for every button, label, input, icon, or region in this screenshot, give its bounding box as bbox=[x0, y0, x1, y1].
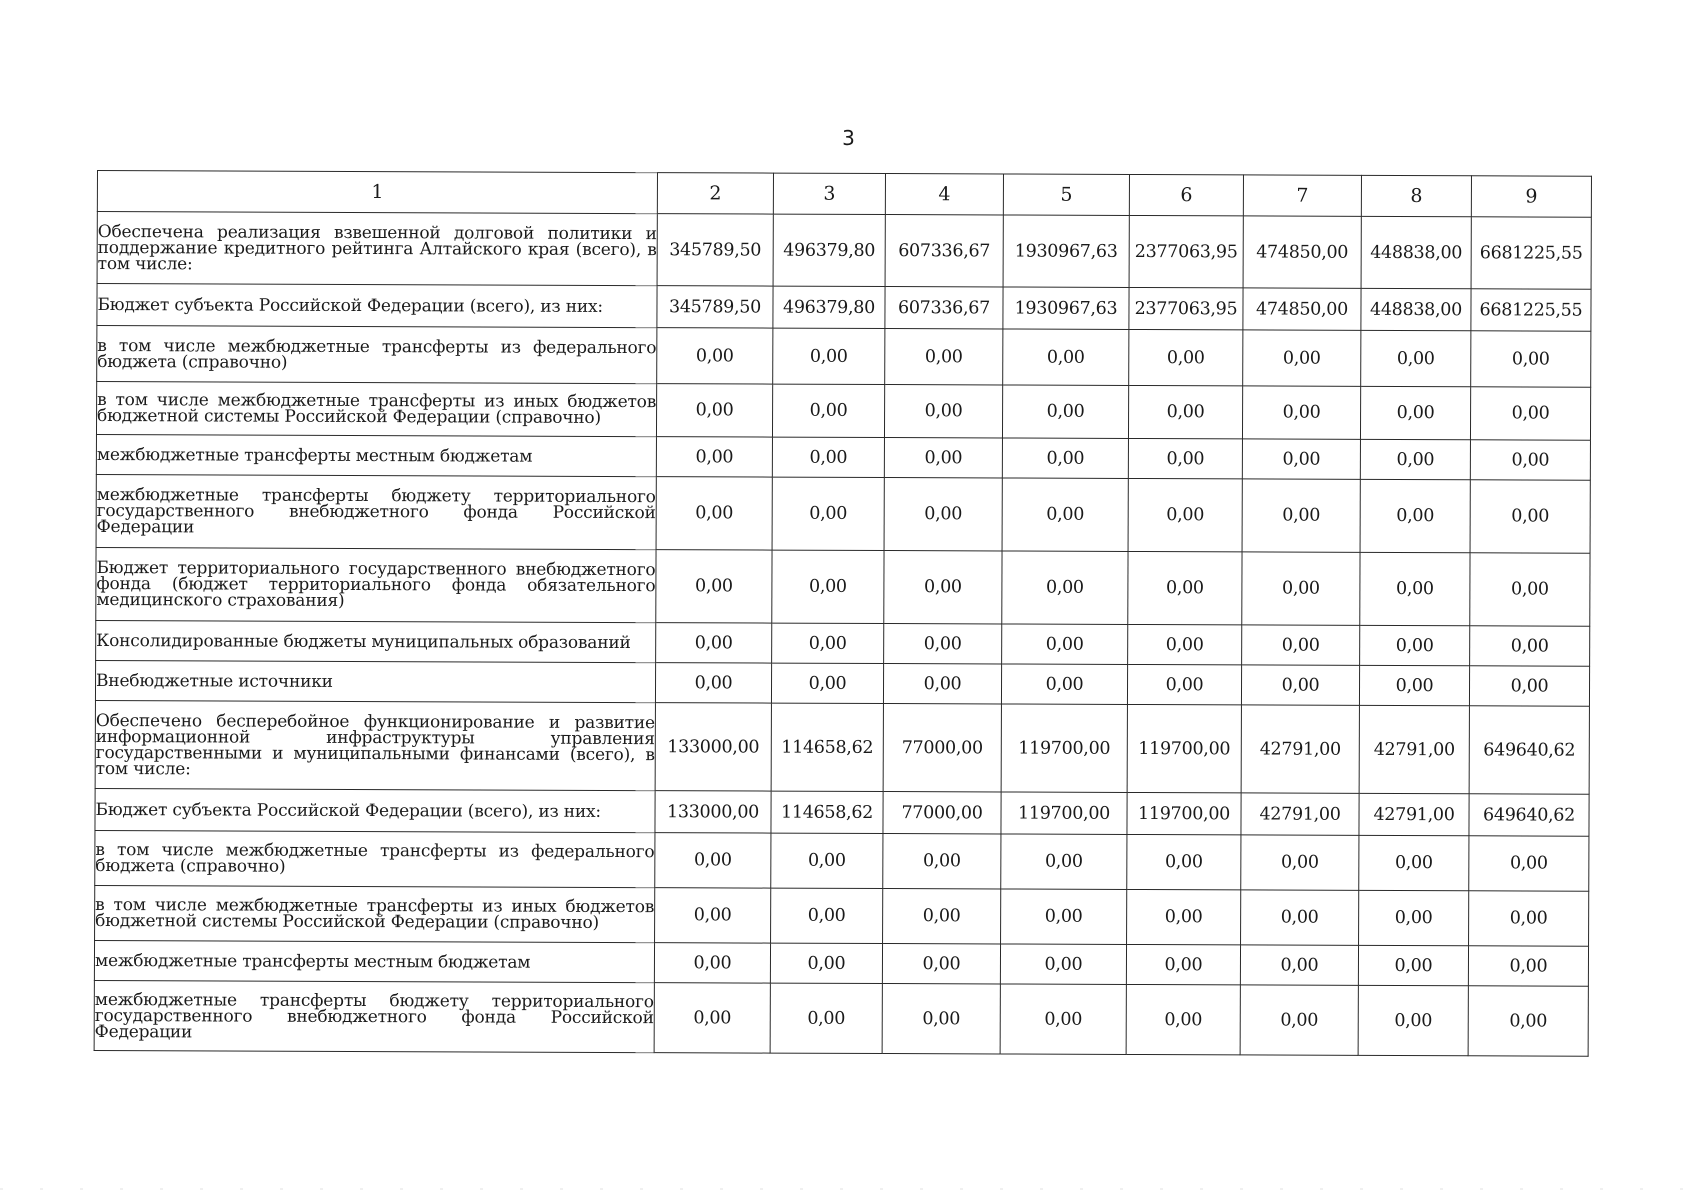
cell-value: 0,00 bbox=[1003, 329, 1129, 385]
cell-value: 0,00 bbox=[1128, 624, 1242, 664]
cell-value: 649640,62 bbox=[1469, 706, 1589, 794]
row-label: Внебюджетные источники bbox=[95, 660, 655, 702]
cell-value: 0,00 bbox=[1360, 625, 1470, 665]
cell-value: 474850,00 bbox=[1243, 288, 1361, 330]
cell-value: 2377063,95 bbox=[1129, 287, 1243, 329]
cell-value: 42791,00 bbox=[1359, 705, 1469, 793]
cell-value: 0,00 bbox=[1002, 624, 1128, 664]
cell-value: 0,00 bbox=[1359, 835, 1469, 890]
cell-value: 0,00 bbox=[655, 888, 771, 943]
cell-value: 0,00 bbox=[656, 384, 772, 437]
cell-value: 77000,00 bbox=[883, 792, 1001, 834]
cell-value: 0,00 bbox=[1360, 386, 1470, 439]
column-header: 1 bbox=[97, 171, 657, 214]
cell-value: 1930967,63 bbox=[1003, 215, 1129, 287]
cell-value: 77000,00 bbox=[883, 704, 1001, 792]
table-row bbox=[95, 660, 1589, 706]
cell-value: 0,00 bbox=[655, 833, 771, 888]
column-header: 2 bbox=[657, 173, 773, 214]
cell-value: 0,00 bbox=[656, 437, 772, 477]
row-label: в том числе межбюджетные трансферты из иных бюджетов бюджетной системы Российской Федерации (справочно) bbox=[96, 382, 656, 437]
cell-value: 6681225,55 bbox=[1471, 217, 1591, 289]
table-row bbox=[94, 940, 1588, 986]
row-label: Бюджет субъекта Российской Федерации (всего), из них: bbox=[95, 788, 655, 832]
row-label: в том числе межбюджетные трансферты из федерального бюджета (справочно) bbox=[95, 830, 655, 887]
cell-value: 0,00 bbox=[772, 550, 884, 623]
cell-value: 0,00 bbox=[1358, 945, 1468, 985]
cell-value: 0,00 bbox=[1359, 665, 1469, 705]
cell-value: 0,00 bbox=[1242, 479, 1360, 552]
cell-value: 0,00 bbox=[1002, 551, 1128, 624]
cell-value: 0,00 bbox=[1469, 836, 1589, 891]
cell-value: 119700,00 bbox=[1001, 792, 1127, 834]
row-label: в том числе межбюджетные трансферты из федерального бюджета (справочно) bbox=[97, 326, 657, 384]
cell-value: 0,00 bbox=[1242, 439, 1360, 479]
table-row bbox=[96, 382, 1590, 441]
cell-value: 0,00 bbox=[655, 663, 771, 703]
cell-value: 0,00 bbox=[772, 437, 884, 477]
cell-value: 0,00 bbox=[654, 943, 770, 983]
table-row bbox=[95, 885, 1589, 946]
table-row bbox=[97, 326, 1591, 388]
cell-value: 0,00 bbox=[884, 551, 1002, 624]
cell-value: 0,00 bbox=[656, 477, 772, 550]
cell-value: 0,00 bbox=[1001, 834, 1127, 889]
cell-value: 0,00 bbox=[1243, 330, 1361, 386]
cell-value: 119700,00 bbox=[1127, 704, 1241, 792]
cell-value: 496379,80 bbox=[773, 286, 885, 328]
cell-value: 0,00 bbox=[883, 664, 1001, 704]
cell-value: 0,00 bbox=[1000, 984, 1126, 1054]
column-header: 8 bbox=[1361, 175, 1471, 216]
cell-value: 474850,00 bbox=[1243, 216, 1361, 288]
cell-value: 0,00 bbox=[1469, 891, 1589, 946]
cell-value: 448838,00 bbox=[1361, 288, 1471, 330]
cell-value: 345789,50 bbox=[657, 286, 773, 328]
page-number: 3 bbox=[842, 126, 855, 150]
cell-value: 42791,00 bbox=[1241, 793, 1359, 835]
row-label: межбюджетные трансферты бюджету территориального государственного внебюджетного фонда Российской Федерации bbox=[94, 980, 654, 1052]
cell-value: 0,00 bbox=[1128, 478, 1242, 551]
table-body bbox=[94, 212, 1591, 1057]
cell-value: 0,00 bbox=[772, 384, 884, 437]
table-row bbox=[96, 620, 1590, 666]
cell-value: 0,00 bbox=[1000, 944, 1126, 984]
cell-value: 0,00 bbox=[770, 943, 882, 983]
table-row bbox=[96, 547, 1590, 626]
cell-value: 0,00 bbox=[772, 477, 884, 550]
cell-value: 0,00 bbox=[885, 329, 1003, 385]
column-header: 9 bbox=[1471, 176, 1591, 217]
cell-value: 0,00 bbox=[1470, 480, 1590, 553]
cell-value: 0,00 bbox=[656, 623, 772, 663]
cell-value: 0,00 bbox=[1359, 890, 1469, 945]
cell-value: 6681225,55 bbox=[1471, 289, 1591, 331]
cell-value: 0,00 bbox=[1127, 889, 1241, 944]
cell-value: 0,00 bbox=[1242, 386, 1360, 439]
cell-value: 0,00 bbox=[1128, 385, 1242, 438]
cell-value: 0,00 bbox=[1360, 552, 1470, 625]
cell-value: 114658,62 bbox=[771, 791, 883, 833]
cell-value: 0,00 bbox=[884, 478, 1002, 551]
cell-value: 42791,00 bbox=[1359, 793, 1469, 835]
cell-value: 0,00 bbox=[654, 983, 770, 1053]
row-label: в том числе межбюджетные трансферты из иных бюджетов бюджетной системы Российской Федерации (справочно) bbox=[95, 885, 655, 942]
cell-value: 0,00 bbox=[883, 889, 1001, 944]
cell-value: 0,00 bbox=[1470, 440, 1590, 480]
column-header: 3 bbox=[773, 173, 885, 214]
cell-value: 0,00 bbox=[771, 663, 883, 703]
budget-table-container bbox=[94, 170, 1591, 1057]
cell-value: 448838,00 bbox=[1361, 216, 1471, 288]
cell-value: 496379,80 bbox=[773, 214, 885, 286]
table-row bbox=[97, 284, 1591, 332]
cell-value: 0,00 bbox=[1468, 986, 1588, 1056]
cell-value: 0,00 bbox=[1126, 984, 1240, 1054]
row-label: Обеспечена реализация взвешенной долговой политики и поддержание кредитного рейтинга Алтайского края (всего), в том числе: bbox=[97, 212, 657, 286]
cell-value: 0,00 bbox=[1358, 985, 1468, 1055]
cell-value: 0,00 bbox=[1240, 985, 1358, 1055]
cell-value: 0,00 bbox=[1128, 551, 1242, 624]
row-label: межбюджетные трансферты местным бюджетам bbox=[96, 434, 656, 476]
table-row bbox=[94, 980, 1588, 1056]
cell-value: 0,00 bbox=[1360, 439, 1470, 479]
cell-value: 119700,00 bbox=[1001, 704, 1127, 792]
cell-value: 2377063,95 bbox=[1129, 215, 1243, 287]
cell-value: 0,00 bbox=[657, 328, 773, 384]
cell-value: 0,00 bbox=[1468, 946, 1588, 986]
cell-value: 345789,50 bbox=[657, 214, 773, 286]
cell-value: 133000,00 bbox=[655, 791, 771, 833]
scan-artifact bbox=[0, 1188, 1697, 1190]
cell-value: 607336,67 bbox=[885, 215, 1003, 287]
column-header: 5 bbox=[1003, 174, 1129, 215]
cell-value: 0,00 bbox=[884, 385, 1002, 438]
cell-value: 114658,62 bbox=[771, 703, 883, 791]
cell-value: 0,00 bbox=[1126, 944, 1240, 984]
cell-value: 0,00 bbox=[1470, 387, 1590, 440]
cell-value: 0,00 bbox=[656, 550, 772, 623]
row-label: Обеспечено бесперебойное функционирование и развитие информационной инфраструктуры управления государственными и муниципальными финансами (всего), в том числе: bbox=[95, 700, 655, 790]
cell-value: 0,00 bbox=[771, 888, 883, 943]
cell-value: 0,00 bbox=[1241, 890, 1359, 945]
cell-value: 0,00 bbox=[770, 983, 882, 1053]
cell-value: 607336,67 bbox=[885, 287, 1003, 329]
cell-value: 0,00 bbox=[882, 944, 1000, 984]
cell-value: 0,00 bbox=[771, 833, 883, 888]
table-row bbox=[96, 434, 1590, 480]
cell-value: 0,00 bbox=[1241, 835, 1359, 890]
cell-value: 0,00 bbox=[1129, 329, 1243, 385]
cell-value: 0,00 bbox=[1002, 438, 1128, 478]
table-row bbox=[95, 788, 1589, 836]
cell-value: 0,00 bbox=[1127, 664, 1241, 704]
cell-value: 0,00 bbox=[1241, 665, 1359, 705]
cell-value: 0,00 bbox=[1240, 945, 1358, 985]
cell-value: 0,00 bbox=[882, 984, 1000, 1054]
cell-value: 0,00 bbox=[773, 328, 885, 384]
table-row bbox=[95, 700, 1589, 794]
cell-value: 0,00 bbox=[1242, 552, 1360, 625]
cell-value: 0,00 bbox=[1001, 664, 1127, 704]
cell-value: 0,00 bbox=[1471, 331, 1591, 387]
row-label: Бюджет территориального государственного внебюджетного фонда (бюджет территориального фонда обязательного медицинского страхования) bbox=[96, 547, 656, 622]
cell-value: 1930967,63 bbox=[1003, 287, 1129, 329]
cell-value: 0,00 bbox=[1128, 438, 1242, 478]
budget-table bbox=[94, 170, 1592, 1057]
table-row bbox=[96, 474, 1590, 553]
cell-value: 0,00 bbox=[1360, 479, 1470, 552]
column-header: 4 bbox=[885, 174, 1003, 215]
cell-value: 0,00 bbox=[883, 834, 1001, 889]
cell-value: 0,00 bbox=[772, 623, 884, 663]
table-header-row bbox=[97, 171, 1591, 218]
cell-value: 0,00 bbox=[1361, 330, 1471, 386]
column-header: 6 bbox=[1129, 174, 1243, 215]
cell-value: 0,00 bbox=[1470, 626, 1590, 666]
cell-value: 133000,00 bbox=[655, 703, 771, 791]
row-label: Консолидированные бюджеты муниципальных образований bbox=[96, 620, 656, 662]
column-header: 7 bbox=[1243, 175, 1361, 216]
cell-value: 119700,00 bbox=[1127, 792, 1241, 834]
cell-value: 42791,00 bbox=[1241, 705, 1359, 793]
cell-value: 0,00 bbox=[1127, 834, 1241, 889]
row-label: межбюджетные трансферты местным бюджетам bbox=[94, 940, 654, 982]
cell-value: 0,00 bbox=[884, 624, 1002, 664]
cell-value: 0,00 bbox=[1242, 625, 1360, 665]
cell-value: 0,00 bbox=[884, 438, 1002, 478]
cell-value: 649640,62 bbox=[1469, 794, 1589, 836]
row-label: Бюджет субъекта Российской Федерации (всего), из них: bbox=[97, 284, 657, 328]
cell-value: 0,00 bbox=[1001, 889, 1127, 944]
cell-value: 0,00 bbox=[1470, 553, 1590, 626]
cell-value: 0,00 bbox=[1002, 478, 1128, 551]
cell-value: 0,00 bbox=[1469, 666, 1589, 706]
table-row bbox=[95, 830, 1589, 891]
row-label: межбюджетные трансферты бюджету территориального государственного внебюджетного фонда Российской Федерации bbox=[96, 474, 656, 549]
cell-value: 0,00 bbox=[1002, 385, 1128, 438]
table-row bbox=[97, 212, 1591, 290]
